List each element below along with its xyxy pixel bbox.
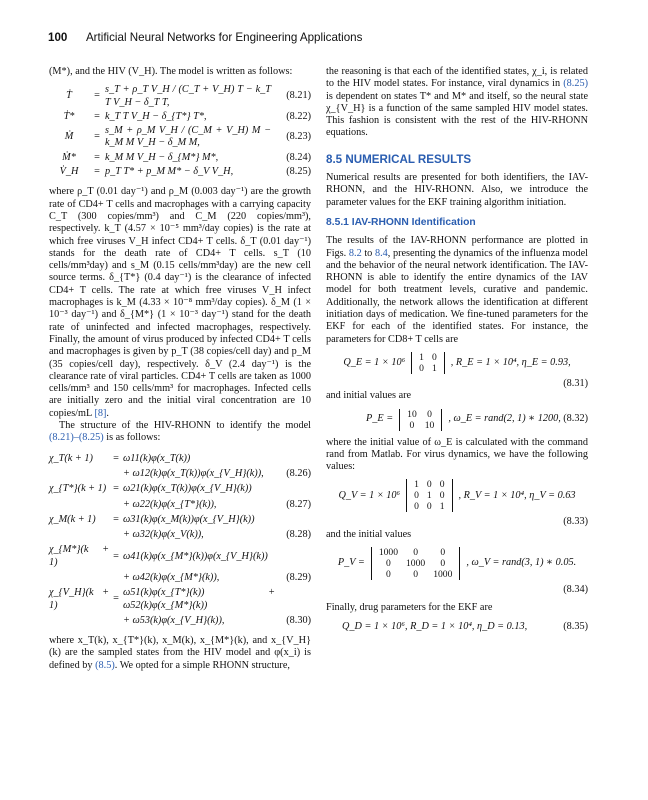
- matrix-cell: 0: [409, 419, 415, 431]
- equals-sign: =: [113, 550, 119, 562]
- chi-rhs: + ω42(k)φ(x_{M*}(k)),: [123, 571, 220, 583]
- equation-831: Q_E = 1 × 10⁶ 1 0 0 1 , R_E = 1 × 10⁴, η_E = 0.93,: [343, 351, 571, 374]
- structure-paragraph: The structure of the HIV-RHONN to identify the model (8.21)–(8.25) is as follows:: [49, 420, 311, 444]
- equation-832: P_E = 10 0 0 10 , ω_E = rand(2, 1) ∗ 1200, (8.32): [366, 408, 588, 431]
- equals-sign: =: [113, 483, 119, 495]
- equals-sign: =: [113, 593, 119, 605]
- eq-number: (8.29): [286, 571, 311, 583]
- matrix-cell: 0: [439, 490, 445, 502]
- eq-lhs: Ṫ: [66, 90, 72, 102]
- eq-number: (8.32): [563, 413, 588, 425]
- matrix-cell: 1000: [406, 558, 426, 570]
- eq-number: (8.33): [563, 516, 588, 528]
- matrix-cell: 0: [427, 408, 432, 420]
- figure-ref-link[interactable]: 8.4: [374, 247, 388, 259]
- matrix: [399, 409, 442, 431]
- eq-number: (8.31): [563, 377, 588, 389]
- page-number: 100: [48, 31, 68, 44]
- running-header: [48, 31, 608, 49]
- matrix-cell: 1: [419, 351, 424, 363]
- section-heading: 8.5 NUMERICAL RESULTS: [326, 152, 472, 166]
- equation-833: Q_V = 1 × 10⁶ 1 0 0 0 1 0 0 0 1 , R_V = 1 × 10⁴, η_V = 0.63: [338, 479, 576, 513]
- parameter-paragraph: where ρ_T (0.01 day⁻¹) and ρ_M (0.003 day⁻¹) are the growth rate of CD4+ T cells and macrophages with a carrying capacity C_T (300 copies/mm³) and C_M (220 copies/mm³), respectively. k_T (4.57 × 10⁻⁵ mm³/day copies) is the rate at which free viruses V_H infect CD4+ T cells. δ_T (0.01 day⁻¹) stands for the death rate of CD4+ T cells. s_T (10 cells/mm³day) and s_M (0.15 cells/mm³day) are the new cell source terms. δ_{T*} (0.4 day⁻¹) is the clearance of infected CD4+ T cells. The rate at which free viruses V_H infect macrophages is k_M (4.33 × 10⁻⁸ mm³/day copies). δ_M (1 × 10⁻³ day⁻¹) and δ_{M*} (1 × 10⁻³ day⁻¹) stand for the death rate of uninfected and infected macrophages, respectively. Finally, the amount of virus produced by infected CD4+ T cells and macrophages is given by p_T (38 copies/cell day) and p_M (35 copies/cell day), respectively. δ_V (2.4 day⁻¹) is the clearance rate of viral particles. CD4+ T cells are taken as 1000 cells/mm³ and 150 cells/mm³ for macrophages. Infected cells are initially zero and the initial viral concentration are 10 copies/mL [8].: [49, 186, 311, 419]
- rhonn-equations: [49, 453, 311, 628]
- matrix-cell: 0: [440, 547, 446, 559]
- left-column: [49, 66, 311, 672]
- matrix-cell: 0: [413, 569, 418, 581]
- equation-835: Q_D = 1 × 10⁶, R_D = 1 × 10⁴, η_D = 0.13, (8.35): [342, 620, 588, 632]
- chi-lhs: χ_M(k + 1): [49, 513, 96, 525]
- eq-number: (8.35): [563, 620, 588, 632]
- equals-sign: =: [113, 513, 119, 525]
- eq-lhs: V̇_H: [59, 166, 79, 178]
- text-line: and the initial values: [326, 528, 412, 540]
- eq-number: (8.23): [286, 131, 311, 143]
- eq-825-rhs: p_T T* + p_M M* − δ_V V_H,: [105, 166, 234, 178]
- matrix-cell: 1: [439, 501, 445, 513]
- eq-number: (8.24): [286, 151, 311, 163]
- subsection-heading: 8.5.1 IAV-RHONN Identification: [326, 216, 476, 228]
- eq-824-rhs: k_M M V_H − δ_{M*} M*,: [105, 151, 219, 163]
- matrix-cell: 0: [440, 558, 446, 570]
- matrix-cell: 0: [386, 558, 391, 570]
- virus-paragraph: where the initial value of ω_E is calculated with the command rand from Matlab. For virus dynamics, we have the following values:: [326, 436, 588, 473]
- figure-ref-link[interactable]: 8.2: [348, 247, 362, 259]
- matrix-cell: 0: [413, 547, 418, 559]
- reasoning-paragraph: the reasoning is that each of the identified states, χ_i, is related to the HIV model states. For instance, viral dynamics in (8.25) is dependent on states T* and M* and itself, so the neural state χ_{V_H} is a function of the same sampled HIV model states. This fashion is consistent with the rest of the HIV-RHONN equations.: [326, 66, 589, 139]
- citation-link[interactable]: [8]: [94, 407, 107, 419]
- matrix-cell: 10: [407, 408, 417, 420]
- iav-paragraph: The results of the IAV-RHONN performance are plotted in Figs. 8.2 to 8.4, presenting the dynamics of the influenza model and the behavior of the neural network identification. The IAV-RHONN is able to identify the entire dynamics of the IAV model for both treatment levels, curative and pandemic. Additionally, the network allows the identification at different initiation days of medication. We fine-tuned parameters for the EKF for each of the identified states. For instance, the parameters for CD8+ T cells are: [326, 235, 589, 345]
- chi-rhs: ω21(k)φ(x_T(k))φ(x_{V_H}(k)): [123, 483, 252, 495]
- eq-number: (8.25): [286, 166, 311, 178]
- equation-ref-link[interactable]: (8.5): [95, 659, 115, 671]
- eq-lhs: Ṁ: [64, 131, 74, 143]
- eq-number: (8.30): [286, 614, 311, 626]
- matrix-cell: 0: [439, 479, 445, 491]
- eq-lhs: Ṁ*: [62, 151, 76, 163]
- eq-number: (8.27): [286, 498, 311, 510]
- eq-number: (8.26): [286, 467, 311, 479]
- chi-rhs: + ω12(k)φ(x_T(k))φ(x_{V_H}(k)),: [123, 467, 264, 479]
- matrix-cell: 1: [431, 362, 437, 374]
- matrix-cell: 0: [414, 490, 419, 502]
- chi-rhs: + ω32(k)φ(x_V(k)),: [123, 529, 204, 541]
- matrix-cell: 1000: [433, 569, 453, 581]
- chi-rhs: + ω53(k)φ(x_{V_H}(k)),: [123, 614, 225, 626]
- matrix-cell: 0: [414, 501, 419, 513]
- hiv-model-equations: Ṫ = s_T + ρ_T V_H / (C_T + V_H) T − k_T T V_H − δ_T T, (8.21) Ṫ* = k_T T V_H − δ_{T*} T*, (8.22) Ṁ = s_M + ρ_M V_H / (C_M + V_H) M − k_M M V_H − δ_M M, (8.23) Ṁ* = k_M M V_H − δ_{M*} M*, (8.24) V̇_H = p_T T* + p_M M* − δ_V V_H, (8.25): [49, 84, 311, 178]
- matrix-cell: 0: [431, 351, 437, 363]
- equals-sign: =: [113, 452, 119, 464]
- matrix-cell: 10: [424, 419, 435, 431]
- chi-rhs: + ω22(k)φ(x_{T*}(k)),: [123, 498, 217, 510]
- eq-822-rhs: k_T T V_H − δ_{T*} T*,: [105, 110, 207, 122]
- eq-823-rhs: s_M + ρ_M V_H / (C_M + V_H) M − k_M M V_H − δ_M M,: [105, 125, 271, 149]
- matrix: [406, 479, 452, 512]
- closing-paragraph: where x_T(k), x_{T*}(k), x_M(k), x_{M*}(k), and x_{V_H}(k) are the sampled states from the HIV model and φ(x_i) is defined by (8.5). We opted for a simple RHONN structure,: [49, 635, 311, 671]
- chi-lhs: χ_{M*}(k + 1): [49, 544, 109, 568]
- results-paragraph: Numerical results are presented for both identifiers, the IAV-RHONN, and the HIV-RHONN. Also, we introduce the parameter values for the EKF training algorithm initiation.: [326, 172, 588, 208]
- right-column: [326, 66, 588, 639]
- text-line: and initial values are: [326, 390, 412, 402]
- intro-text: (M*), and the HIV (V_H). The model is written as follows:: [49, 66, 293, 77]
- eq-821-rhs: s_T + ρ_T V_H / (C_T + V_H) T − k_T T V_H − δ_T T,: [105, 84, 271, 108]
- chi-lhs: χ_{T*}(k + 1): [49, 483, 107, 495]
- book-title: Artificial Neural Networks for Engineering Applications: [85, 31, 363, 44]
- matrix-cell: 0: [426, 501, 432, 513]
- eq-lhs: Ṫ*: [63, 110, 75, 122]
- matrix: [371, 547, 461, 580]
- eq-number: (8.22): [286, 110, 311, 122]
- chi-rhs: ω41(k)φ(x_{M*}(k))φ(x_{V_H}(k)): [123, 550, 268, 562]
- chi-lhs: χ_T(k + 1): [49, 452, 93, 464]
- drug-paragraph: Finally, drug parameters for the EKF are: [326, 602, 493, 614]
- matrix-cell: 1000: [378, 547, 398, 559]
- equation-834: P_V = 1000 0 0 0 1000 0 0 0 1000 , ω_V = rand(3, 1) ∗ 0.05.: [337, 547, 577, 581]
- chi-rhs: ω51(k)φ(x_{T*}(k)) + ω52(k)φ(x_{M*}(k)): [123, 587, 275, 611]
- chi-lhs: χ_{V_H}(k + 1): [49, 587, 109, 611]
- equation-ref-link[interactable]: (8.21)–(8.25): [49, 432, 104, 444]
- matrix-cell: 0: [386, 569, 391, 581]
- matrix-cell: 1: [426, 490, 432, 502]
- chi-rhs: ω11(k)φ(x_T(k)): [123, 452, 191, 464]
- eq-number: (8.28): [286, 529, 311, 541]
- eq-number: (8.21): [286, 90, 311, 102]
- matrix-cell: 0: [426, 479, 432, 491]
- chi-rhs: ω31(k)φ(x_M(k))φ(x_{V_H}(k)): [123, 513, 255, 525]
- matrix: [411, 352, 445, 374]
- equation-ref-link[interactable]: (8.25): [563, 78, 589, 90]
- matrix-cell: 0: [419, 362, 424, 374]
- matrix-cell: 1: [414, 479, 419, 491]
- eq-number: (8.34): [563, 584, 588, 596]
